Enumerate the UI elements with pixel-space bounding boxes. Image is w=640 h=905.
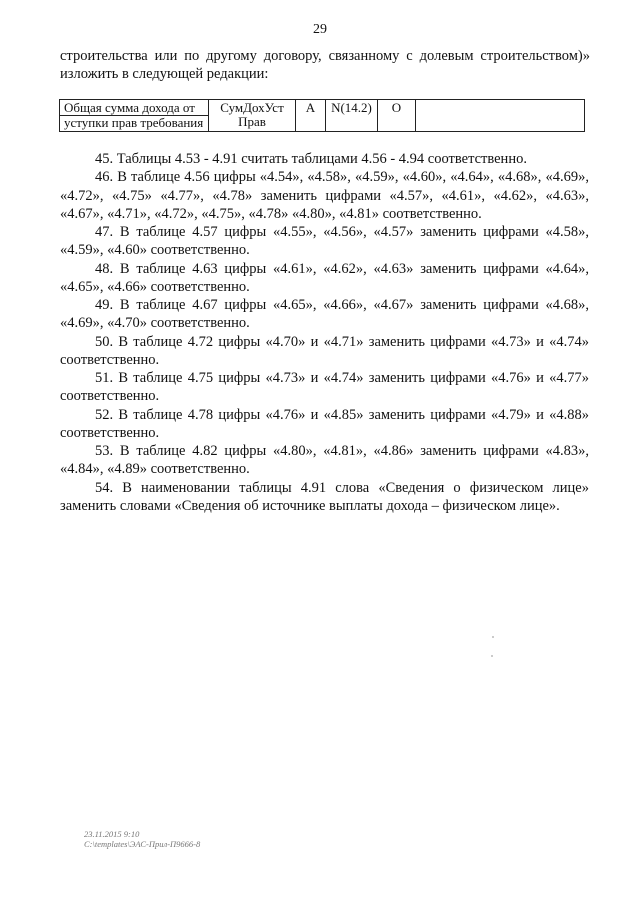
- footer-timestamp: 23.11.2015 9:10: [84, 829, 140, 839]
- scan-speck: [492, 636, 494, 638]
- field-format-cell: N(14.2): [326, 100, 378, 132]
- field-code-line2: Прав: [238, 114, 266, 129]
- field-extra-cell: [416, 100, 585, 132]
- field-spec-table: [59, 99, 585, 132]
- list-item: 48. В таблице 4.63 цифры «4.61», «4.62», «4.63» заменить цифрами «4.64», «4.65», «4.66» соответственно.: [60, 260, 589, 295]
- scan-speck: [491, 655, 493, 657]
- list-item: 52. В таблице 4.78 цифры «4.76» и «4.85» заменить цифрами «4.79» и «4.88» соответственно.: [60, 406, 589, 441]
- list-item: 45. Таблицы 4.53 - 4.91 считать таблицами 4.56 - 4.94 соответственно.: [95, 151, 527, 167]
- list-item: 51. В таблице 4.75 цифры «4.73» и «4.74» заменить цифрами «4.76» и «4.77» соответственно.: [60, 370, 589, 405]
- list-item: 54. В наименовании таблицы 4.91 слова «Сведения о физическом лице» заменить словами «Сведения об источнике выплаты дохода – физическом лице».: [60, 479, 589, 514]
- list-item: 46. В таблице 4.56 цифры «4.54», «4.58», «4.59», «4.60», «4.64», «4.68», «4.69», «4.72», «4.75» «4.77», «4.78» заменить цифрами «4.57», «4.61», «4.62», «4.63», «4.67», «4.71», «4.72», «4.75», «4.78» «4.80», «4.81» соответственно.: [60, 169, 589, 222]
- field-name-line1: Общая сумма дохода от: [60, 101, 208, 116]
- list-item: 47. В таблице 4.57 цифры «4.55», «4.56», «4.57» заменить цифрами «4.58», «4.59», «4.60» соответственно.: [60, 224, 589, 259]
- page-number: 29: [313, 22, 327, 37]
- amendment-list: [60, 150, 589, 515]
- footer-file-path: C:\templates\ЭАС-Прил-П9666-8: [84, 839, 201, 849]
- field-code-line1: СумДохУст: [220, 100, 284, 115]
- field-required-cell: О: [378, 100, 416, 132]
- intro-paragraph: строительства или по другому договору, связанному с долевым строительством)» изложить в следующей редакции:: [60, 48, 590, 82]
- field-name-cell: [60, 100, 209, 132]
- list-item: 49. В таблице 4.67 цифры «4.65», «4.66», «4.67» заменить цифрами «4.68», «4.69», «4.70» соответственно.: [60, 297, 589, 332]
- footer-stamp: [84, 829, 200, 849]
- table-row: [60, 100, 585, 132]
- field-code-cell: [209, 100, 296, 132]
- field-name-line2: уступки прав требования: [64, 115, 204, 130]
- list-item: 53. В таблице 4.82 цифры «4.80», «4.81», «4.86» заменить цифрами «4.83», «4.84», «4.89» соответственно.: [60, 443, 589, 478]
- list-item: 50. В таблице 4.72 цифры «4.70» и «4.71» заменить цифрами «4.73» и «4.74» соответственно.: [60, 333, 589, 368]
- field-type-cell: A: [296, 100, 326, 132]
